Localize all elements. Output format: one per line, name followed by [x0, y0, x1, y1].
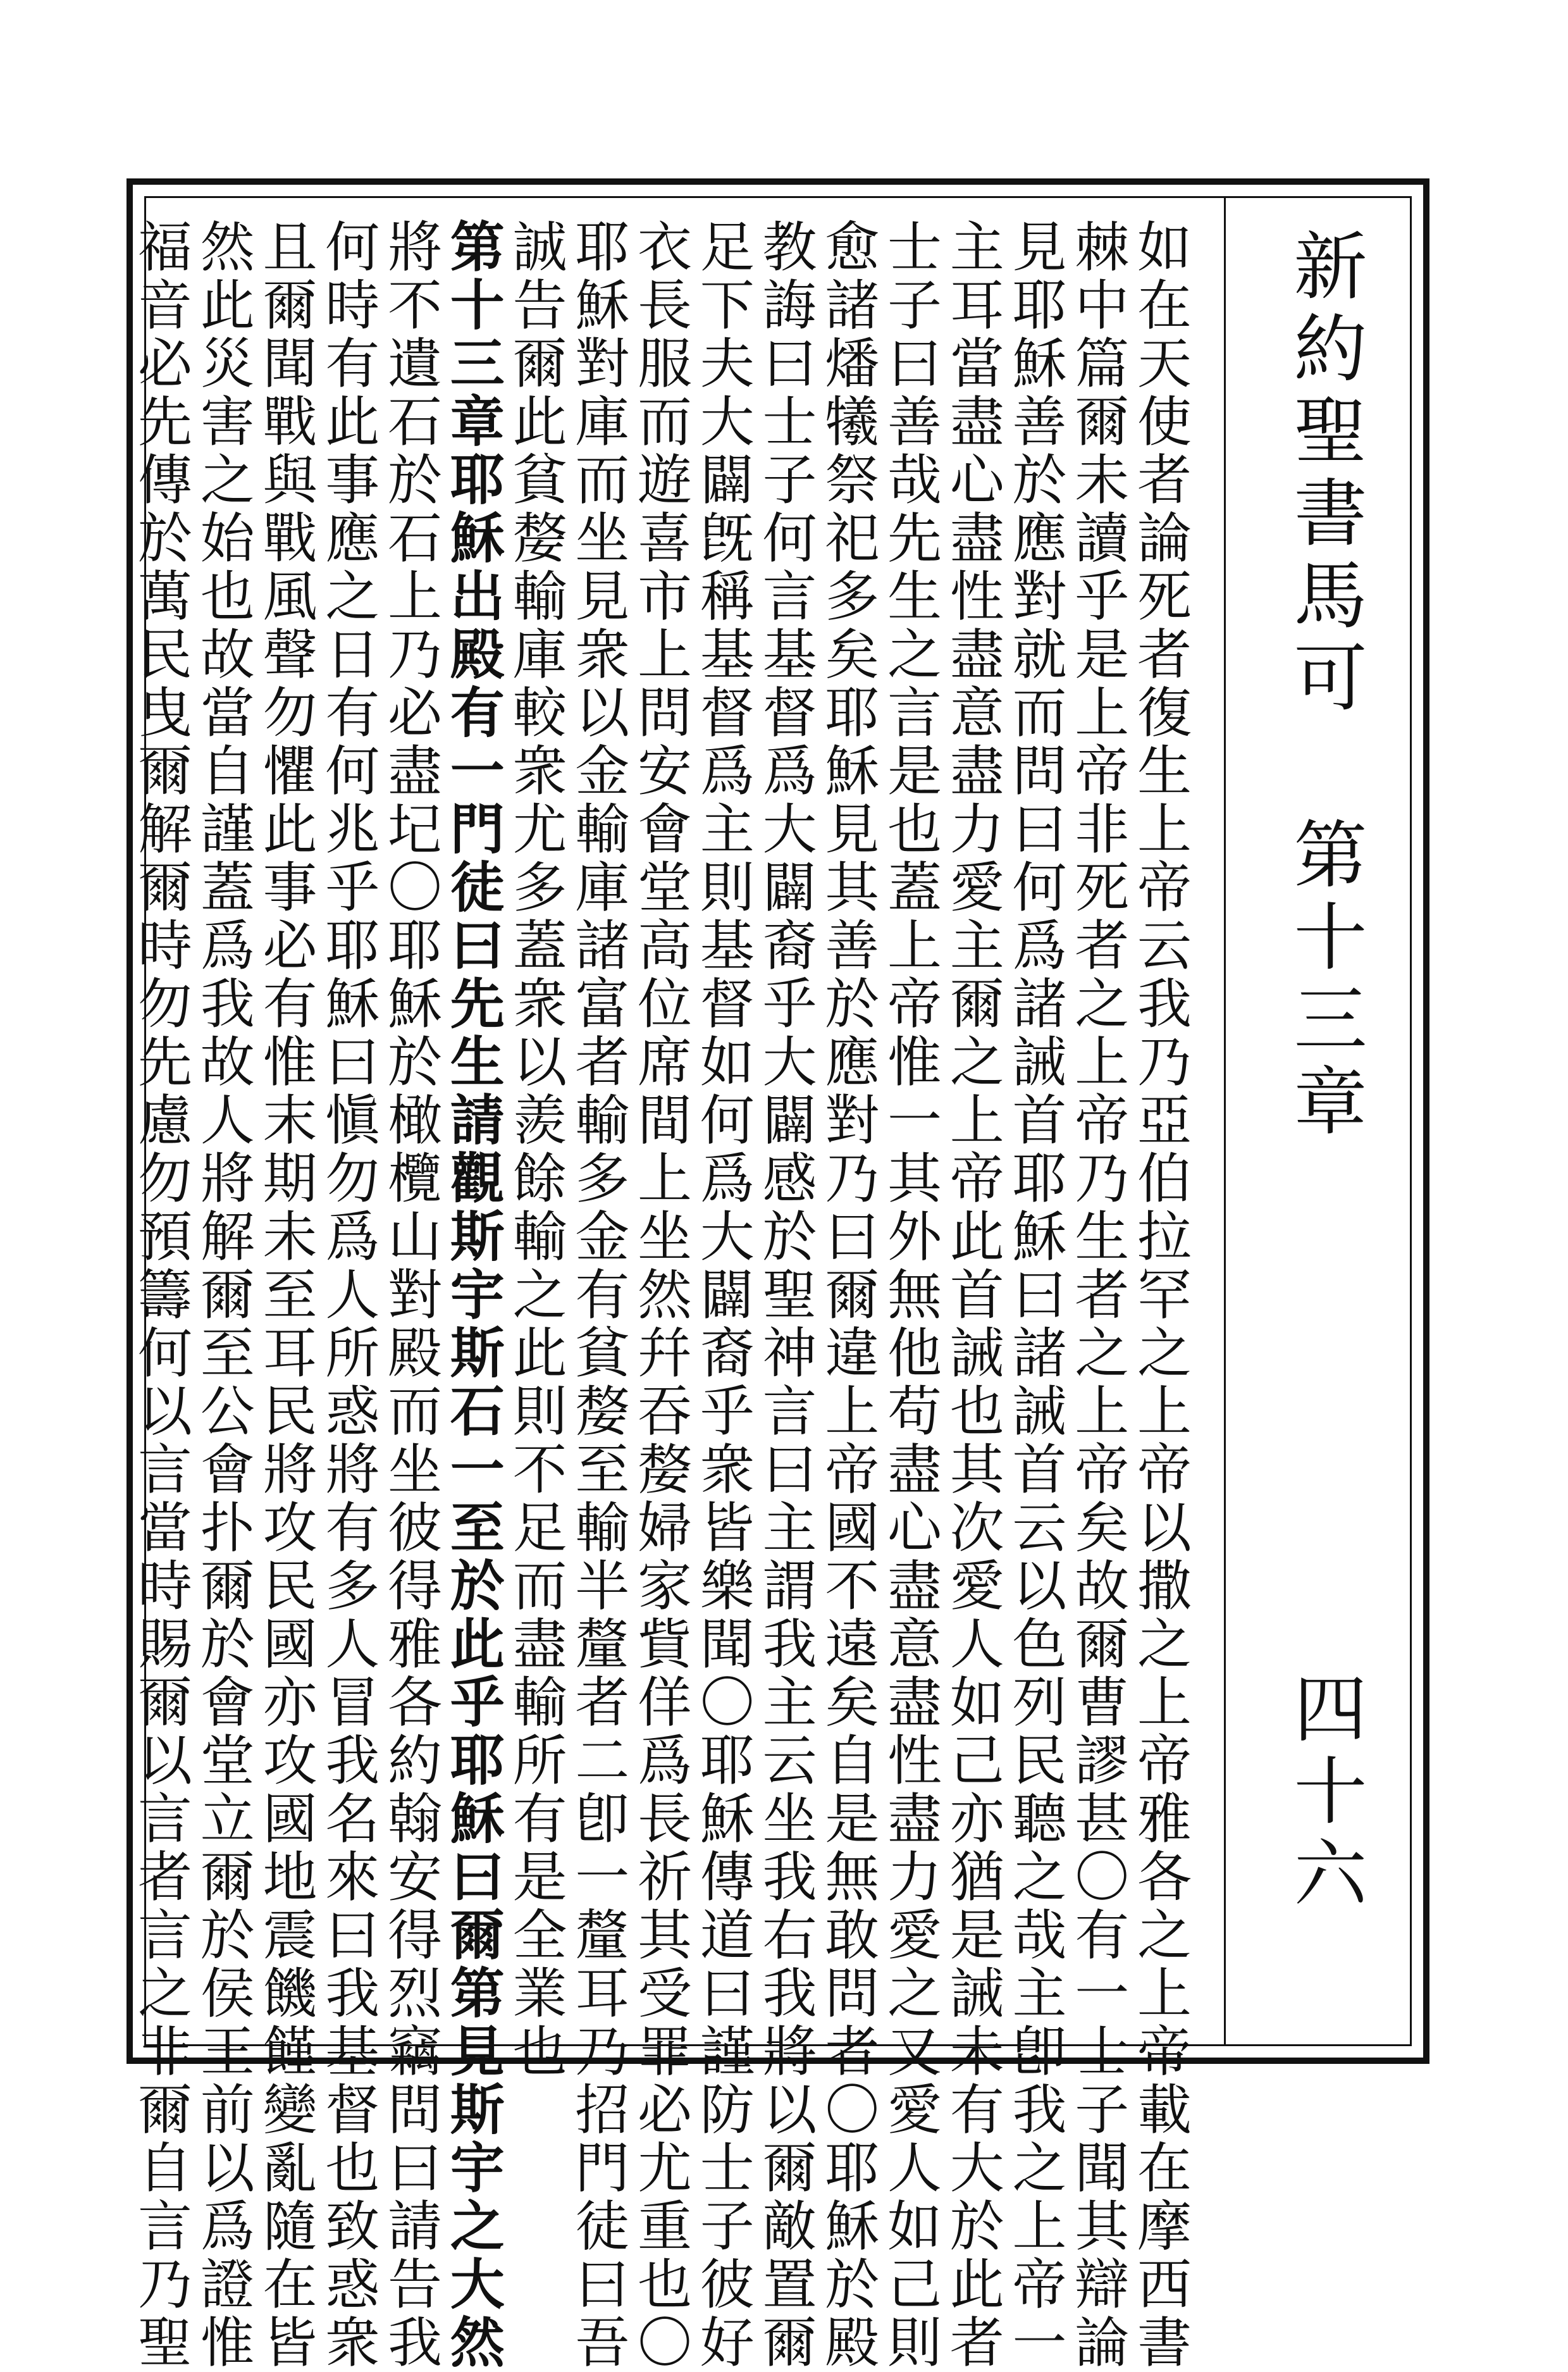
text-column-3: 見耶穌善於應對就而問曰何爲諸誡首耶穌曰諸誡首云以色列民聽之哉主卽我之上帝一 [1003, 218, 1066, 2372]
gospel-name: 馬可 [1281, 557, 1367, 721]
text-column-13: 將不遺石於石上乃必盡圮〇耶穌於橄欖山對殿而坐彼得雅各約翰安得烈竊問曰請告我 [378, 218, 441, 2372]
text-column-14: 何時有此事應之日有何兆乎耶穌曰愼勿爲人所惑將有多人冒我名來曰我基督也致惑衆 [316, 218, 380, 2372]
text-column-15: 且爾聞戰與戰風聲勿懼此事必有惟末期未至耳民將攻民國亦攻國地震饑饉變亂隨在皆 [253, 218, 317, 2372]
text-column-11: 誠告爾此貧嫠輸庫較衆尤多蓋衆以羨餘輸之此則不足而盡輸所有是全業也 [503, 218, 567, 2081]
text-column-2: 棘中篇爾未讀乎是上帝非死者之上帝乃生者之上帝矣故爾曹謬甚〇有一士子聞其辯論 [1065, 218, 1129, 2372]
text-column-6: 愈諸燔犧祭祀多矣耶穌見其善於應對乃曰爾違上帝國不遠矣自是無敢問者〇耶穌於殿 [815, 218, 879, 2372]
text-column-4: 主耳當盡心盡性盡意盡力愛主爾之上帝此首誡也其次愛人如己亦猶是誡未有大於此者 [940, 218, 1004, 2372]
book-title: 新約聖書 [1281, 228, 1367, 557]
text-column-9: 衣長服而遊喜市上問安會堂高位席間上坐然幷吞嫠婦家貲佯爲長祈其受罪必尤重也〇 [628, 218, 691, 2372]
text-column-1: 如在天使者論死者復生上帝云我乃亞伯拉罕之上帝以撒之上帝雅各之上帝載在摩西書 [1128, 218, 1191, 2372]
text-column-10: 耶穌對庫而坐見衆以金輸庫諸富者輸多金有貧嫠至輸半釐者二卽一釐耳乃招門徒曰吾 [565, 218, 629, 2372]
page-number: 四十六 [1281, 1670, 1367, 1917]
text-column-7: 教誨曰士子何言基督爲大闢裔乎大闢感於聖神言曰主謂我主云坐我右我將以爾敵置爾 [753, 218, 817, 2372]
chapter-heading: 第十三章 [1281, 816, 1367, 1145]
text-column-16: 然此災害之始也故當自謹蓋爲我故人將解爾至公會扑爾於會堂立爾於侯王前以爲證惟 [190, 218, 254, 2372]
header-divider [1224, 196, 1226, 2046]
text-column-12: 第十三章耶穌出殿有一門徒曰先生請觀斯宇斯石一至於此乎耶穌曰爾第見斯宇之大然 [440, 218, 505, 2372]
text-column-17: 福音必先傳於萬民曳爾解爾時勿先慮勿預籌何以言當時賜爾以言者言之非爾自言乃聖 [128, 218, 192, 2372]
text-column-8: 足下夫大闢旣稱基督爲主則基督如何爲大闢裔乎衆皆樂聞〇耶穌傳道曰謹防士子彼好 [690, 218, 754, 2372]
text-column-5: 士子曰善哉先生之言是也蓋上帝惟一其外無他苟盡心盡意盡性盡力愛之又愛人如己則 [878, 218, 941, 2372]
